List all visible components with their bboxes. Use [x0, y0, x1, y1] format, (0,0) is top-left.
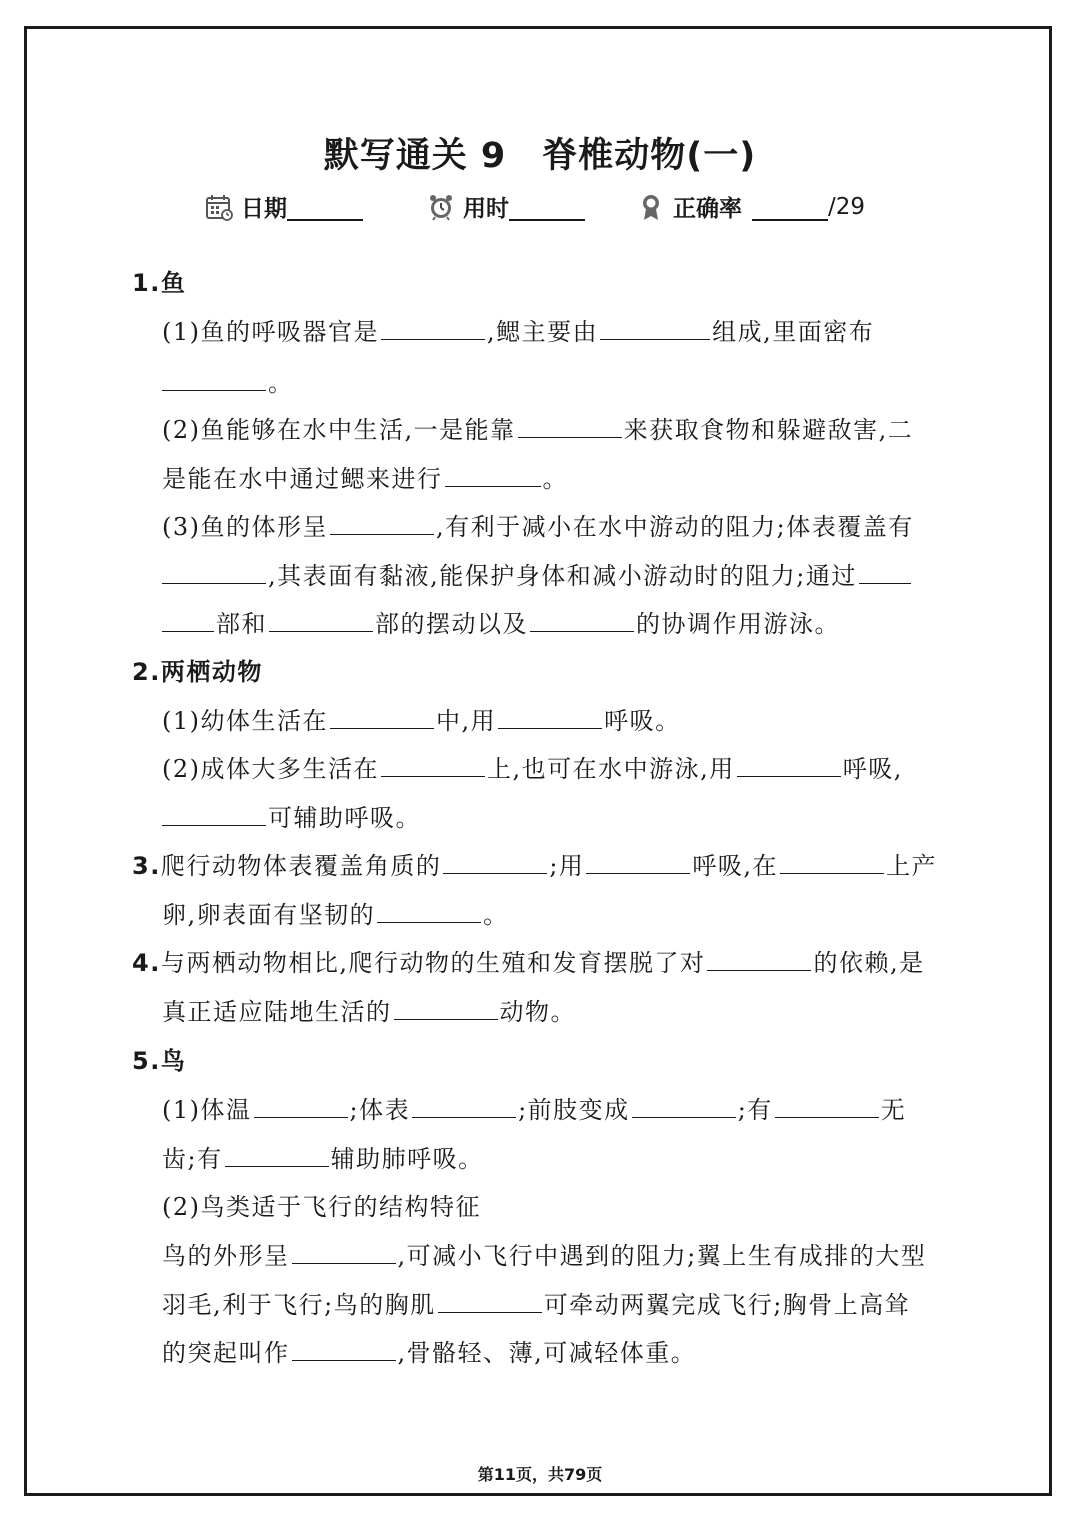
answer-blank[interactable]: [438, 1290, 542, 1313]
answer-blank[interactable]: [445, 464, 541, 487]
answer-blank[interactable]: [394, 997, 498, 1020]
text-line: 3.爬行动物体表覆盖角质的 ;用 呼吸,在 上产: [132, 852, 938, 880]
accuracy-total: /29: [828, 193, 866, 220]
text-line: (3)鱼的体形呈 ,有利于减小在水中游动的阻力;体表覆盖有: [162, 513, 914, 541]
text-line: 部和 部的摆动以及 的协调作用游泳。: [162, 604, 840, 639]
award-ribbon-icon: [637, 193, 665, 221]
text-line: 真正适应陆地生活的 动物。: [162, 998, 576, 1026]
answer-blank[interactable]: [292, 1338, 396, 1361]
answer-blank[interactable]: [381, 317, 485, 340]
answer-blank[interactable]: [443, 851, 547, 874]
alarm-clock-icon: [427, 193, 455, 221]
answer-blank[interactable]: [225, 1144, 329, 1167]
answer-blank[interactable]: [381, 754, 485, 777]
text-line: 4.与两栖动物相比,爬行动物的生殖和发育摆脱了对 的依赖,是: [132, 949, 925, 977]
answer-blank[interactable]: [780, 851, 884, 874]
answer-blank[interactable]: [586, 851, 690, 874]
text-line: 卵,卵表面有坚韧的 。: [162, 901, 509, 929]
text-line: (2)成体大多生活在 上,也可在水中游泳,用 呼吸,: [162, 755, 903, 783]
page-number: 第11页，共79页: [477, 1465, 603, 1484]
answer-blank[interactable]: [707, 948, 811, 971]
answer-blank[interactable]: [330, 512, 434, 535]
accuracy-label: 正确率: [673, 196, 742, 222]
date-field: [205, 190, 363, 223]
section-amphibian-heading: 2.两栖动物: [132, 658, 263, 686]
text-line: ,其表面有黏液,能保护身体和减小游动时的阻力;通过: [162, 556, 913, 591]
text-line: (1)鱼的呼吸器官是 ,鳃主要由 组成,里面密布: [162, 318, 875, 346]
answer-blank[interactable]: [530, 609, 634, 632]
text-line: 可辅助呼吸。: [162, 798, 421, 833]
text-line: 羽毛,利于飞行;鸟的胸肌 可牵动两翼完成飞行;胸骨上高耸: [162, 1291, 911, 1319]
text-line: 是能在水中通过鳃来进行 。: [162, 465, 568, 493]
answer-blank[interactable]: [737, 754, 841, 777]
answer-blank[interactable]: [775, 1095, 879, 1118]
answer-blank[interactable]: [162, 368, 266, 391]
answer-blank[interactable]: [292, 1241, 396, 1264]
text-line: (1)体温 ;体表 ;前肢变成 ;有 无: [162, 1096, 907, 1124]
accuracy-blank[interactable]: [752, 193, 828, 221]
text-line: 齿;有 辅助肺呼吸。: [162, 1145, 484, 1173]
text-line: 的突起叫作 ,骨骼轻、薄,可减轻体重。: [162, 1339, 697, 1367]
answer-blank[interactable]: [377, 900, 481, 923]
answer-blank[interactable]: [498, 706, 602, 729]
time-field: [427, 190, 585, 223]
answer-blank[interactable]: [412, 1095, 516, 1118]
section-bird-heading: 5.鸟: [132, 1047, 187, 1075]
time-label: 用时: [463, 196, 509, 222]
answer-blank[interactable]: [859, 561, 911, 584]
text-line: (2)鸟类适于飞行的结构特征: [162, 1193, 481, 1221]
calendar-icon: [205, 193, 233, 221]
text-line: 。: [162, 363, 294, 398]
answer-blank[interactable]: [330, 706, 434, 729]
date-blank[interactable]: [287, 193, 363, 221]
text-line: 鸟的外形呈 ,可减小飞行中遇到的阻力;翼上生有成排的大型: [162, 1242, 927, 1270]
date-label: 日期: [241, 196, 287, 222]
answer-blank[interactable]: [632, 1095, 736, 1118]
answer-blank[interactable]: [518, 415, 622, 438]
answer-blank[interactable]: [269, 609, 373, 632]
answer-blank[interactable]: [162, 561, 266, 584]
answer-blank[interactable]: [162, 609, 214, 632]
text-line: (1)幼体生活在 中,用 呼吸。: [162, 707, 681, 735]
accuracy-field: [637, 190, 865, 223]
section-fish-heading: 1.鱼: [132, 269, 187, 297]
time-blank[interactable]: [509, 193, 585, 221]
answer-blank[interactable]: [600, 317, 710, 340]
answer-blank[interactable]: [254, 1095, 348, 1118]
text-line: (2)鱼能够在水中生活,一是能靠 来获取食物和躲避敌害,二: [162, 416, 914, 444]
page-title: 默写通关 9 脊椎动物(一): [323, 136, 757, 176]
answer-blank[interactable]: [162, 803, 266, 826]
